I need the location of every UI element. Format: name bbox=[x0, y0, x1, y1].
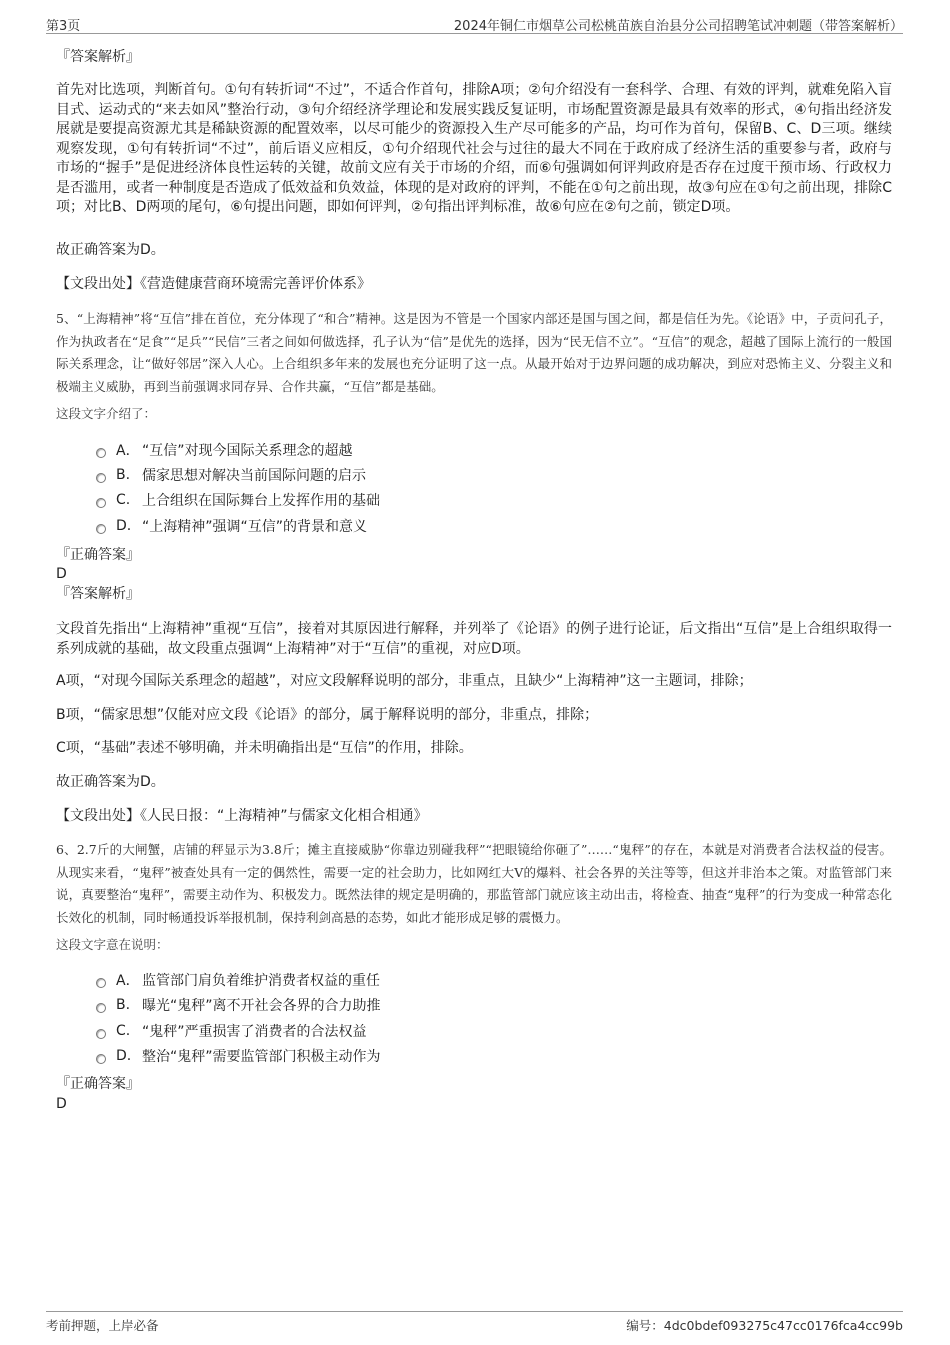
q5-note-b: B项，“儒家思想”仅能对应文段《论语》的部分，属于解释说明的部分，非重点，排除； bbox=[56, 707, 599, 723]
q5-analysis-label: 『答案解析』 bbox=[56, 586, 140, 602]
q6-passage: 6、2.7斤的大闸蟹，店铺的秤显示为3.8斤；摊主直接威胁“你靠边别碰我秤”“把眼镜给你砸了”……“鬼秤”的存在，本就是对消费者合法权益的侵害。从现实来看，“鬼秤”被查处具有一定的偶然性，需要一定的社会助力，比如网红大V的爆料、社会各界的关注等等，但这并非治本之策。对监管部门来说，真要整治“鬼秤”，需要主动作为、积极发力。既然法律的规定是明确的，那监管部门就应该主动出击，将检查、抽查“鬼秤”的行为变成一种常态化长效化的机制，同时畅通投诉举报机制，保持利剑高悬的态势，如此才能形成足够的震慑力。 bbox=[56, 842, 892, 925]
option-key: C. bbox=[116, 492, 131, 508]
option-text: 监管部门肩负着维护消费者权益的重任 bbox=[142, 973, 380, 989]
q6-answer: D bbox=[56, 1096, 67, 1112]
page-number: 第3页 bbox=[46, 19, 81, 34]
q4-analysis-text: 首先对比选项，判断首句。①句有转折词“不过”，不适合作首句，排除A项；②句介绍没有一套科学、合理、有效的评判，就难免陷入盲目式、运动式的“来去如风”整治行动，③句介绍经济学理论和发展实践反复证明，市场配置资源是最具有效率的形式，④句指出经济发展就是要提高资源尤其是稀缺资源的配置效率，以尽可能少的资源投入生产尽可能多的产品，均可作为首句，保留B、C、D三项。继续观察发现，①句有转折词“不过”，前后语义应相反，①句介绍现代社会与过往的最大不同在于政府成了经济生活的重要参与者，政府与市场的“握手”是促进经济体良性运转的关键，故前文应有关于市场的介绍，而⑥句强调如何评判政府是否存在过度干预市场、行政权力是否滥用，或者一种制度是否造成了低效益和负效益，体现的是对政府的评判，不能在①句之前出现，故③句应在①句之前出现，排除C项；对比B、D两项的尾句，⑥句提出问题，即如何评判，②句指出评判标准，故⑥句应在②句之前，锁定D项。 bbox=[56, 82, 892, 215]
document-id: 编号：4dc0bdef093275c47cc0176fca4cc99b bbox=[626, 1318, 903, 1333]
footer-slogan: 考前押题，上岸必备 bbox=[46, 1318, 159, 1333]
radio-icon[interactable] bbox=[96, 1003, 106, 1013]
option-text: 曝光“鬼秤”离不开社会各界的合力助推 bbox=[142, 998, 381, 1014]
q5-option-d[interactable] bbox=[96, 515, 367, 537]
q4-source: 【文段出处】《营造健康营商环境需完善评价体系》 bbox=[56, 276, 371, 292]
q6-option-a[interactable] bbox=[96, 969, 380, 991]
option-key: B. bbox=[116, 997, 131, 1013]
radio-icon[interactable] bbox=[96, 473, 106, 483]
option-text: 整治“鬼秤”需要监管部门积极主动作为 bbox=[142, 1049, 381, 1065]
q5-option-b[interactable] bbox=[96, 464, 366, 486]
q5-conclusion: 故正确答案为D。 bbox=[56, 774, 165, 790]
q6-answer-label: 『正确答案』 bbox=[56, 1076, 140, 1092]
document-title: 2024年铜仁市烟草公司松桃苗族自治县分公司招聘笔试冲刺题（带答案解析） bbox=[453, 19, 903, 34]
q5-answer: D bbox=[56, 566, 67, 582]
q6-question: 这段文字意在说明： bbox=[56, 937, 169, 952]
option-key: B. bbox=[116, 467, 131, 483]
q6-option-b[interactable] bbox=[96, 994, 381, 1016]
radio-icon[interactable] bbox=[96, 1029, 106, 1039]
q5-note-c: C项，“基础”表述不够明确，并未明确指出是“互信”的作用，排除。 bbox=[56, 740, 473, 756]
radio-icon[interactable] bbox=[96, 498, 106, 508]
radio-icon[interactable] bbox=[96, 448, 106, 458]
option-key: A． bbox=[116, 973, 140, 989]
q5-question: 这段文字介绍了： bbox=[56, 406, 157, 421]
radio-icon[interactable] bbox=[96, 1054, 106, 1064]
option-key: C. bbox=[116, 1023, 131, 1039]
q5-option-a[interactable] bbox=[96, 439, 353, 461]
q5-passage: 5、“上海精神”将“互信”排在首位，充分体现了“和合”精神。这是因为不管是一个国家内部还是国与国之间，都是信任为先。《论语》中，子贡问孔子，作为执政者在“足食”“足兵”“民信”三者之间如何做选择，孔子认为“信”是优先的选择，因为“民无信不立”。“互信”的观念，超越了国际上流行的一般国际关系理念，让“做好邻居”深入人心。上合组织多年来的发展也充分证明了这一点。从最开始对于边界问题的成功解决，到应对恐怖主义、分裂主义和极端主义威胁，再到当前强调求同存异、合作共赢，“互信”都是基础。 bbox=[56, 311, 892, 394]
option-text: “上海精神”强调“互信”的背景和意义 bbox=[142, 519, 368, 535]
option-text: 上合组织在国际舞台上发挥作用的基础 bbox=[142, 493, 380, 509]
q4-conclusion: 故正确答案为D。 bbox=[56, 242, 165, 258]
q5-option-c[interactable] bbox=[96, 489, 380, 511]
q6-option-c[interactable] bbox=[96, 1020, 367, 1042]
option-key: D. bbox=[116, 1048, 132, 1064]
q4-analysis-label: 『答案解析』 bbox=[56, 49, 140, 65]
page-footer bbox=[46, 1311, 903, 1336]
page-header bbox=[46, 13, 903, 34]
option-key: D. bbox=[116, 518, 132, 534]
option-text: “互信”对现今国际关系理念的超越 bbox=[142, 443, 353, 459]
q6-option-d[interactable] bbox=[96, 1045, 381, 1067]
q5-answer-label: 『正确答案』 bbox=[56, 547, 140, 563]
q5-note-a: A项，“对现今国际关系理念的超越”，对应文段解释说明的部分，非重点，且缺少“上海精神”这一主题词，排除； bbox=[56, 673, 753, 689]
q5-analysis-text: 文段首先指出“上海精神”重视“互信”，接着对其原因进行解释，并列举了《论语》的例子进行论证，后文指出“互信”是上合组织取得一系列成就的基础，故文段重点强调“上海精神”对于“互信”的重视，对应D项。 bbox=[56, 621, 892, 657]
radio-icon[interactable] bbox=[96, 524, 106, 534]
option-key: A． bbox=[116, 443, 140, 459]
radio-icon[interactable] bbox=[96, 978, 106, 988]
q5-source: 【文段出处】《人民日报：“上海精神”与儒家文化相合相通》 bbox=[56, 808, 428, 824]
option-text: 儒家思想对解决当前国际问题的启示 bbox=[142, 468, 366, 484]
option-text: “鬼秤”严重损害了消费者的合法权益 bbox=[142, 1024, 367, 1040]
